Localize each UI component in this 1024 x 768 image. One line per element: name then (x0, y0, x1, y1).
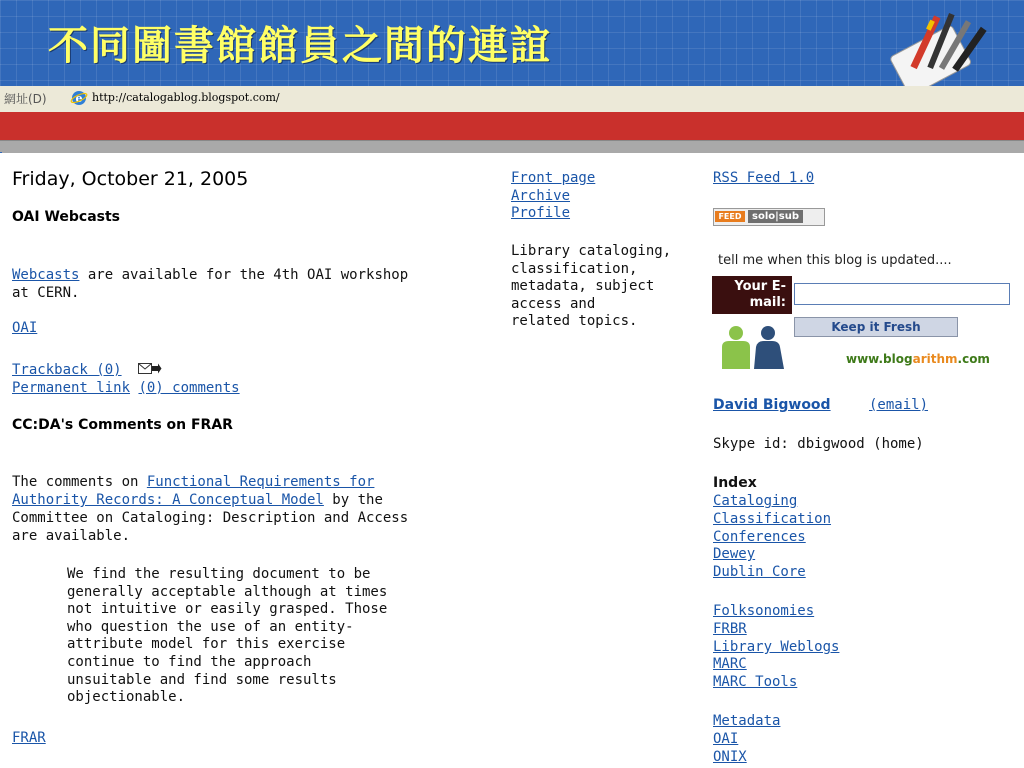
index-link-onix[interactable]: ONIX (713, 749, 747, 765)
blog-header-band (0, 112, 1024, 140)
description-line: related topics. (511, 313, 638, 330)
people-icon (714, 323, 790, 369)
frar-document-link-b[interactable]: Authority Records: A Conceptual Model (12, 492, 324, 508)
post-body-2-text-c: Committee on Cataloging: Description and Access (12, 510, 409, 526)
front-page-link[interactable]: Front page (511, 170, 596, 186)
quote-line: unsuitable and find some results (67, 671, 337, 688)
post-body-2-text-d: are available. (12, 528, 131, 544)
index-link-library-weblogs[interactable]: Library Weblogs (713, 639, 840, 655)
profile-link[interactable]: Profile (511, 205, 571, 221)
notify-prompt: tell me when this blog is updated.... (718, 253, 952, 268)
author-email-link[interactable]: (email) (869, 397, 929, 413)
keep-it-fresh-button[interactable]: Keep it Fresh (794, 317, 958, 337)
feed-badge-label: FEED (715, 211, 745, 222)
index-link-frbr[interactable]: FRBR (713, 621, 747, 637)
index-title: Index (713, 475, 757, 491)
address-url[interactable]: http://catalogablog.blogspot.com/ (92, 91, 280, 104)
index-link-classification[interactable]: Classification (713, 511, 832, 527)
address-label: 網址(D) (4, 92, 47, 106)
email-label-line-1: Your E- (734, 279, 786, 294)
quote-line: generally acceptable although at times (67, 583, 388, 600)
tag-oai-link[interactable]: OAI (12, 320, 38, 336)
address-bar (0, 86, 1024, 113)
blogarithm-link[interactable] (846, 352, 990, 366)
index-link-oai[interactable]: OAI (713, 731, 739, 747)
tag-frar-link[interactable]: FRAR (12, 730, 46, 746)
author-link[interactable]: David Bigwood (713, 397, 831, 413)
blog-description (511, 243, 671, 331)
email-post-icon[interactable] (138, 363, 162, 375)
quote-line: not intuitive or easily grasped. Those (67, 601, 388, 618)
post-footer (12, 361, 240, 397)
index-link-dewey[interactable]: Dewey (713, 546, 756, 562)
description-line: classification, (511, 260, 638, 277)
blog-header-divider (0, 140, 1024, 153)
index-link-cataloging[interactable]: Cataloging (713, 493, 798, 509)
quote-line: attribute model for this exercise (67, 636, 346, 653)
post-body-1-text-a: are available for the 4th OAI workshop (79, 267, 409, 283)
blogarithm-text-c: .com (957, 352, 990, 366)
post-body-2-text-a: The comments on (12, 474, 147, 490)
post-body-1-text-b: at CERN. (12, 285, 80, 301)
description-line: access and (511, 295, 596, 312)
post-title-oai-webcasts: OAI Webcasts (12, 209, 121, 225)
quote-line: who question the use of an entity- (67, 618, 354, 635)
post-body-1 (12, 266, 408, 302)
index-link-marc[interactable]: MARC (713, 656, 747, 672)
solosub-feed-badge[interactable] (713, 208, 825, 226)
index-link-conferences[interactable]: Conferences (713, 529, 806, 545)
blogarithm-text-a: www.blog (846, 352, 913, 366)
solosub-label: solo|sub (748, 210, 803, 223)
quote-line: continue to find the approach (67, 653, 312, 670)
slide-title: 不同圖書館館員之間的連誼 (48, 22, 552, 69)
post-date: Friday, October 21, 2005 (12, 168, 249, 190)
svg-text:e: e (75, 92, 83, 105)
middle-nav (511, 170, 595, 223)
quote-line: We find the resulting document to be (67, 566, 371, 582)
skype-id: Skype id: dbigwood (home) (713, 436, 924, 452)
post-body-2-text-b: by the (323, 492, 383, 508)
email-label (712, 276, 792, 314)
description-line: metadata, subject (511, 278, 655, 295)
archive-link[interactable]: Archive (511, 187, 571, 204)
index-link-dublin-core[interactable]: Dublin Core (713, 564, 806, 580)
blogarithm-text-b: arithm (912, 352, 958, 366)
email-input[interactable] (794, 283, 1010, 305)
quote-line: objectionable. (67, 689, 186, 706)
index-link-metadata[interactable]: Metadata (713, 713, 781, 729)
pens-clipart-icon (888, 10, 996, 86)
rss-feed-link[interactable]: RSS Feed 1.0 (713, 170, 815, 186)
post-blockquote (67, 566, 387, 707)
description-line: Library cataloging, (511, 243, 672, 259)
webcasts-link[interactable]: Webcasts (12, 267, 80, 283)
index-link-marc-tools[interactable]: MARC Tools (713, 674, 798, 690)
blog-content (0, 153, 1024, 768)
internet-explorer-icon (70, 89, 88, 107)
frar-document-link-a[interactable]: Functional Requirements for (146, 474, 375, 490)
post-body-2 (12, 473, 408, 545)
index-link-folksonomies[interactable]: Folksonomies (713, 603, 815, 619)
permalink-link[interactable]: Permanent link (12, 380, 131, 396)
slide-header (0, 0, 1024, 86)
post-title-ccda-frar: CC:DA's Comments on FRAR (12, 417, 233, 433)
trackback-link[interactable]: Trackback (0) (12, 362, 122, 378)
comments-link[interactable]: (0) comments (138, 380, 240, 396)
email-label-line-2: mail: (749, 295, 786, 310)
